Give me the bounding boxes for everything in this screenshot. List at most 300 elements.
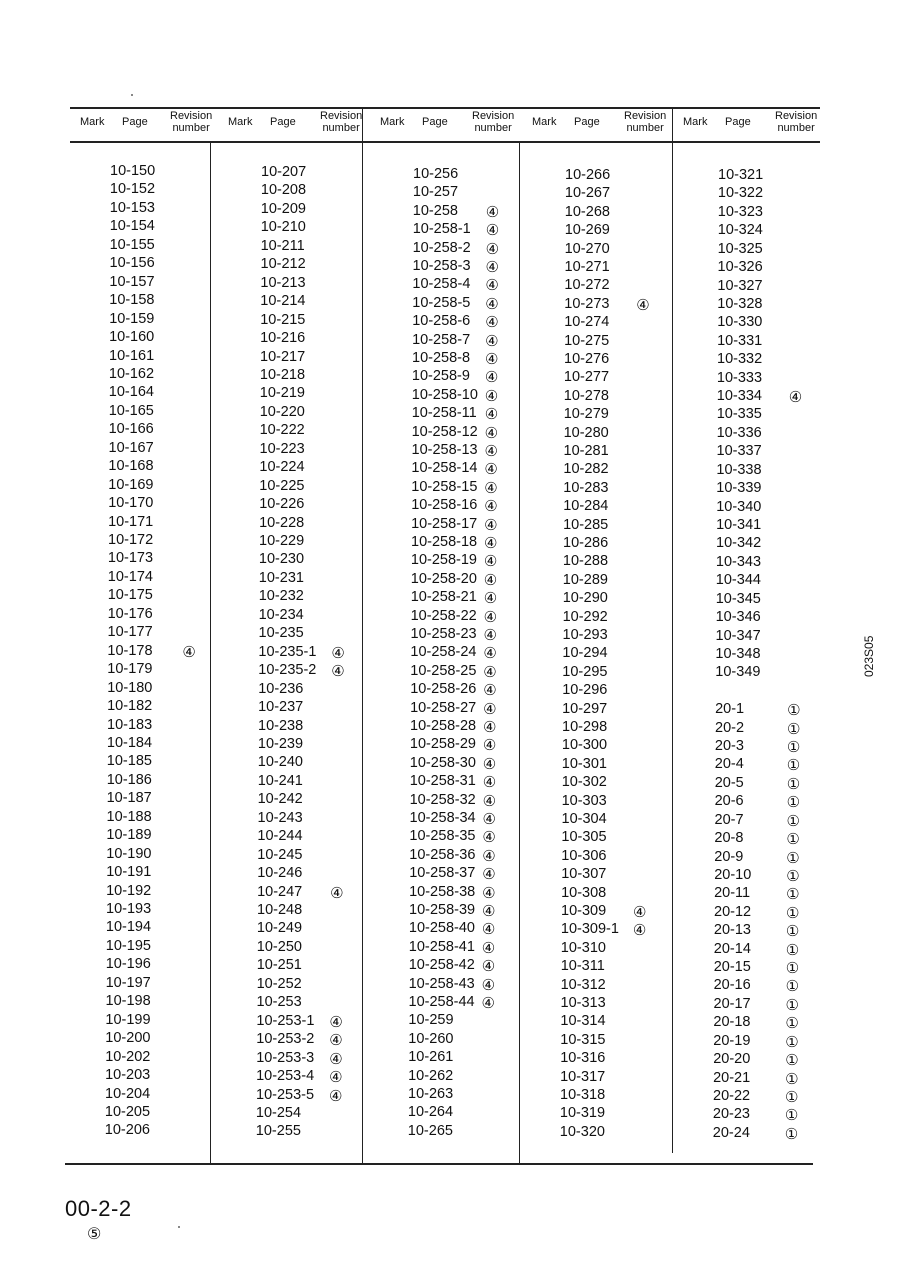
- page-cell: 10-262: [408, 1067, 454, 1084]
- page-cell: 20-16: [713, 977, 751, 994]
- page-cell: 10-258-19: [410, 552, 477, 569]
- header-mark: Mark: [683, 116, 708, 128]
- page-cell: 10-346: [715, 609, 761, 626]
- header-revision: Revision number: [624, 110, 667, 134]
- page-cell: 10-253-1: [256, 1012, 315, 1029]
- page-cell: 10-308: [561, 884, 607, 901]
- page-cell: 10-258-9: [411, 368, 470, 385]
- page-cell: 10-205: [104, 1103, 151, 1120]
- page-cell: 10-258-10: [411, 386, 478, 403]
- revision-cell: ④: [482, 903, 496, 920]
- page-cell: 10-253-2: [256, 1031, 315, 1048]
- page-cell: 10-268: [564, 203, 610, 220]
- page-cell: 10-310: [560, 939, 606, 956]
- page-cell: 10-244: [257, 828, 303, 845]
- page-cell: 10-258-7: [412, 331, 471, 348]
- revision-cell: ④: [484, 535, 498, 552]
- page-cell: 10-274: [564, 314, 610, 331]
- revision-cell: ①: [785, 1089, 799, 1106]
- page-cell: 10-335: [716, 406, 762, 423]
- page-cell: 10-218: [259, 366, 306, 383]
- revision-cell: ①: [787, 720, 801, 738]
- page-cell: 10-327: [717, 277, 763, 294]
- page-cell: 10-234: [258, 606, 304, 623]
- revision-cell: ①: [785, 996, 799, 1014]
- revision-cell: ④: [482, 866, 496, 884]
- header-revision: Revision number: [472, 110, 515, 134]
- revision-cell: ①: [786, 739, 801, 757]
- page-cell: 10-171: [108, 513, 154, 530]
- revision-cell: ④: [481, 995, 495, 1012]
- page-cell: 10-207: [261, 164, 307, 180]
- page-cell: 20-2: [715, 719, 745, 736]
- page-cell: 10-305: [561, 829, 607, 846]
- page-cell: 10-253-4: [256, 1068, 315, 1085]
- revision-cell: ①: [785, 1015, 799, 1033]
- page-cell: 10-266: [565, 167, 611, 183]
- table-bottom-rule: [65, 1163, 813, 1165]
- page-cell: 10-258-37: [409, 865, 476, 882]
- revision-cell: ①: [787, 702, 801, 720]
- page-cell: 10-184: [106, 734, 153, 751]
- page-cell: 10-168: [108, 458, 154, 475]
- column-divider: [362, 109, 363, 1163]
- page-cell: 10-316: [560, 1050, 606, 1067]
- page-cell: 10-258-36: [409, 846, 476, 863]
- page-cell: 10-269: [564, 222, 610, 239]
- revision-cell: ①: [785, 978, 800, 996]
- page-cell: 10-325: [717, 240, 763, 257]
- page-cell: 10-153: [109, 199, 155, 216]
- revision-cell: ①: [786, 849, 800, 867]
- revision-cell: ④: [485, 351, 499, 368]
- header-page: Page: [422, 116, 448, 128]
- page-cell: 10-258-13: [411, 442, 478, 458]
- revision-cell: ④: [483, 663, 497, 681]
- page-cell: 10-258-12: [411, 423, 478, 440]
- page-cell: 10-283: [563, 479, 609, 496]
- page-cell: 10-285: [563, 516, 609, 533]
- header-mark: Mark: [380, 116, 405, 128]
- page-cell: 10-214: [260, 293, 306, 310]
- page-cell: 10-159: [109, 310, 155, 327]
- revision-cell: ④: [182, 643, 196, 661]
- page-cell: 20-20: [713, 1051, 751, 1068]
- page-cell: 10-258-3: [412, 258, 471, 274]
- page-cell: 10-258-2: [412, 239, 471, 256]
- page-cell: 10-258-23: [410, 626, 477, 642]
- page-cell: 10-326: [717, 259, 763, 276]
- page-cell: 10-250: [256, 938, 302, 955]
- page-cell: 10-173: [107, 550, 154, 567]
- revision-cell: ④: [329, 1013, 343, 1031]
- page-cell: 10-157: [109, 273, 155, 290]
- page-cell: 10-248: [257, 902, 303, 918]
- page-cell: 10-330: [717, 314, 763, 331]
- revision-cell: ④: [330, 884, 344, 902]
- revision-cell: ④: [484, 443, 498, 460]
- page-cell: 20-1: [715, 701, 745, 718]
- page-cell: 10-328: [717, 295, 763, 312]
- page-cell: 10-277: [563, 369, 610, 386]
- page-cell: 10-164: [108, 384, 154, 401]
- revision-cell: ④: [481, 976, 496, 994]
- page-cell: 10-155: [109, 236, 155, 253]
- page-cell: 10-258-26: [410, 681, 477, 698]
- page-cell: 10-204: [105, 1085, 151, 1102]
- page-cell: 10-253-3: [256, 1049, 315, 1066]
- page-number: 00-2-2: [65, 1196, 132, 1221]
- page-cell: 10-258-6: [412, 313, 471, 330]
- page-cell: 10-251: [256, 957, 302, 974]
- revision-cell: ④: [483, 645, 497, 663]
- page-cell: 10-165: [108, 402, 154, 419]
- page-cell: 10-258-21: [410, 589, 477, 606]
- revision-cell: ①: [784, 1125, 799, 1143]
- revision-cell: ④: [329, 1050, 343, 1068]
- revision-cell: ④: [481, 958, 496, 976]
- page-cell: 10-293: [562, 627, 608, 643]
- page-cell: 10-191: [106, 864, 152, 881]
- page-cell: 10-306: [561, 847, 607, 864]
- page-cell: 10-226: [259, 496, 305, 513]
- page-cell: 10-332: [717, 351, 763, 368]
- revision-cell: ④: [483, 571, 498, 589]
- page-cell: 10-279: [563, 406, 609, 423]
- page-cell: 10-302: [561, 774, 607, 791]
- page-cell: 10-323: [717, 203, 763, 220]
- page-cell: 10-297: [562, 700, 608, 717]
- page-cell: 10-258-4: [412, 276, 471, 293]
- page-cell: 10-258-24: [410, 644, 477, 661]
- page-cell: 10-258-15: [411, 478, 478, 495]
- revision-cell: ④: [485, 222, 500, 240]
- page-cell: 10-258-43: [408, 975, 475, 992]
- page-cell: 10-300: [561, 737, 608, 754]
- page-cell: 10-253: [256, 994, 302, 1011]
- revision-cell: ①: [786, 794, 801, 812]
- page-cell: 10-258-18: [411, 534, 478, 550]
- page-cell: 10-317: [560, 1068, 606, 1085]
- page-cell: 10-348: [715, 645, 761, 662]
- page-cell: 10-224: [259, 459, 305, 476]
- page-cell: 10-199: [105, 1011, 151, 1028]
- page-cell: 10-150: [110, 163, 156, 179]
- page-cell: 10-263: [408, 1086, 454, 1102]
- page-cell: 10-186: [106, 771, 152, 788]
- revision-cell: ④: [632, 922, 647, 940]
- page-cell: 20-8: [714, 830, 744, 847]
- revision-cell: ①: [786, 757, 801, 775]
- revision-cell: ④: [636, 296, 650, 314]
- page-cell: 20-19: [713, 1032, 751, 1049]
- page-cell: 10-156: [109, 255, 155, 272]
- page-cell: 10-198: [105, 993, 151, 1010]
- revision-cell: ④: [482, 755, 497, 773]
- page-cell: 10-265: [407, 1122, 453, 1139]
- page-cell: 10-278: [563, 387, 609, 404]
- page-cell: 10-236: [258, 680, 304, 697]
- page-cell: 20-3: [714, 738, 744, 755]
- page-cell: 10-194: [105, 919, 152, 936]
- page-cell: 10-255: [255, 1123, 301, 1140]
- header-mark: Mark: [532, 116, 557, 128]
- page-cell: 10-258-17: [411, 515, 478, 532]
- page-cell: 10-314: [560, 1013, 606, 1030]
- page-cell: 10-301: [561, 755, 607, 772]
- page-cell: 10-258-16: [411, 497, 478, 514]
- page-cell: 10-276: [564, 351, 610, 367]
- page-cell: 10-258-27: [410, 699, 477, 716]
- table-header-rule: [70, 141, 820, 143]
- page-cell: 10-311: [560, 958, 605, 975]
- page-cell: 10-304: [561, 811, 607, 827]
- page-cell: 10-217: [260, 348, 306, 365]
- page-cell: 10-258-28: [410, 718, 477, 734]
- page-cell: 10-258-34: [409, 810, 476, 826]
- page-cell: 10-231: [258, 569, 304, 586]
- page-cell: 10-176: [107, 605, 153, 622]
- revision-cell: ④: [485, 332, 499, 350]
- revision-cell: ④: [484, 424, 499, 442]
- revision-cell: ④: [483, 553, 498, 571]
- revision-cell: ④: [484, 461, 498, 479]
- page-cell: 10-303: [561, 792, 607, 809]
- page-cell: 10-230: [258, 551, 305, 568]
- page-cell: 10-267: [564, 185, 611, 202]
- page-cell: 10-182: [107, 698, 153, 715]
- page-cell: 10-258-42: [408, 957, 475, 974]
- header-revision: Revision number: [170, 110, 213, 134]
- page-cell: 10-219: [259, 385, 305, 402]
- page-cell: 10-169: [108, 476, 154, 493]
- page-cell: 10-258-44: [408, 994, 475, 1010]
- page-cell: 10-342: [716, 535, 762, 552]
- revision-cell: ④: [485, 295, 499, 313]
- page-cell: 10-284: [563, 498, 609, 515]
- page-cell: 20-4: [714, 756, 744, 773]
- page-cell: 10-247: [257, 883, 303, 900]
- page-cell: 10-258-1: [412, 221, 471, 238]
- header-page: Page: [122, 116, 148, 128]
- page-cell: 10-258-20: [410, 570, 477, 587]
- page-cell: 10-318: [560, 1087, 606, 1103]
- page-cell: 10-206: [104, 1122, 150, 1139]
- revision-cell: ④: [482, 829, 496, 847]
- page-cell: 10-208: [260, 182, 307, 199]
- page-cell: 10-192: [106, 882, 152, 899]
- revision-cell: ①: [785, 1070, 799, 1088]
- scan-speck: [131, 94, 133, 96]
- page-cell: 20-9: [714, 848, 744, 865]
- revision-cell: ④: [484, 498, 498, 516]
- page-cell: 20-21: [713, 1069, 751, 1086]
- revision-cell: ④: [481, 939, 496, 957]
- page-cell: 10-296: [562, 682, 608, 699]
- revision-cell: ①: [786, 904, 800, 922]
- revision-cell: ①: [785, 960, 800, 978]
- page-cell: 10-200: [105, 1030, 151, 1047]
- page-cell: 10-258-5: [412, 294, 471, 311]
- page-cell: 10-333: [716, 369, 763, 386]
- revision-cell: ④: [329, 1087, 343, 1105]
- page-cell: 10-258-32: [409, 791, 476, 808]
- page-cell: 20-6: [714, 793, 744, 810]
- page-cell: 10-210: [260, 219, 306, 236]
- page-cell: 10-282: [563, 461, 609, 478]
- revision-cell: ④: [485, 314, 499, 332]
- page-cell: 20-15: [713, 959, 751, 976]
- page-cell: 10-229: [259, 533, 305, 549]
- revision-cell: ④: [482, 774, 497, 792]
- page-cell: 10-175: [107, 587, 153, 604]
- header-revision: Revision number: [775, 110, 818, 134]
- revision-cell: ④: [482, 792, 497, 810]
- page-cell: 10-160: [109, 329, 155, 346]
- page-cell: 10-292: [562, 608, 608, 625]
- page-cell: 10-202: [105, 1048, 151, 1065]
- page-cell: 10-264: [407, 1104, 454, 1121]
- revision-cell: ④: [481, 921, 496, 939]
- page-cell: 20-22: [713, 1088, 751, 1104]
- revision-cell: ④: [482, 811, 496, 828]
- table-top-rule: [70, 107, 820, 109]
- page-cell: 10-211: [260, 237, 305, 254]
- revision-cell: ④: [485, 203, 500, 221]
- page-cell: 10-294: [562, 645, 608, 662]
- revision-cell: ④: [329, 1069, 343, 1087]
- revision-cell: ④: [485, 277, 499, 295]
- page-cell: 10-258-8: [412, 350, 471, 366]
- page-cell: 20-7: [714, 811, 744, 828]
- column-divider: [519, 141, 520, 1163]
- revision-cell: ④: [482, 884, 496, 902]
- page-cell: 10-254: [255, 1104, 302, 1121]
- page-cell: 10-319: [559, 1105, 606, 1122]
- page-cell: 10-280: [563, 424, 609, 441]
- page-cell: 10-258-25: [410, 662, 477, 679]
- page-cell: 10-170: [108, 495, 154, 512]
- page-cell: 10-193: [106, 901, 152, 917]
- page-cell: 10-337: [716, 443, 762, 460]
- page-cell: 10-273: [564, 295, 610, 312]
- page-cell: 10-246: [257, 865, 303, 882]
- page-cell: 10-338: [716, 461, 762, 478]
- page-cell: 10-235: [258, 625, 304, 642]
- page-cell: 10-272: [564, 277, 610, 294]
- page-cell: 10-197: [105, 974, 151, 991]
- page-cell: 10-288: [562, 553, 609, 570]
- page-cell: 10-345: [715, 590, 761, 607]
- page-cell: 10-343: [715, 553, 762, 570]
- page-cell: 10-235-2: [258, 662, 317, 679]
- revision-cell: ④: [633, 904, 647, 921]
- page-cell: 10-162: [108, 365, 155, 382]
- page-cell: 10-172: [108, 532, 154, 548]
- page-cell: 10-298: [562, 719, 608, 735]
- page-cell: 10-188: [106, 808, 152, 825]
- page-cell: 10-212: [260, 256, 306, 273]
- page-cell: 10-309-1: [560, 921, 619, 938]
- page-cell: 10-174: [107, 568, 153, 585]
- page-cell: 10-336: [716, 424, 762, 441]
- page-cell: 10-195: [105, 937, 151, 954]
- page-cell: 10-257: [412, 184, 459, 201]
- header-page: Page: [270, 116, 296, 128]
- page-cell: 10-321: [718, 167, 764, 183]
- revision-cell: ④: [483, 627, 497, 644]
- page-cell: 10-183: [107, 716, 153, 733]
- revision-cell: ①: [785, 1033, 799, 1051]
- page-cell: 10-245: [257, 846, 303, 863]
- document-code: 023S05: [862, 635, 876, 677]
- page-cell: 10-270: [564, 240, 610, 257]
- revision-cell: ④: [485, 259, 499, 276]
- page-cell: 10-307: [561, 866, 607, 883]
- page-cell: 10-256: [413, 166, 459, 182]
- page-cell: 10-158: [109, 292, 155, 309]
- revision-cell: ④: [482, 847, 496, 865]
- revision-cell: ①: [785, 923, 800, 941]
- header-page: Page: [574, 116, 600, 128]
- page-cell: 10-339: [716, 480, 762, 497]
- header-revision: Revision number: [320, 110, 363, 134]
- page-cell: 10-258-41: [408, 938, 475, 955]
- page-cell: 10-258-31: [409, 773, 476, 790]
- page-cell: 20-5: [714, 774, 744, 791]
- page-cell: 20-12: [714, 903, 752, 920]
- page-revision-mark: ⑤: [87, 1226, 102, 1243]
- page-cell: 20-14: [713, 940, 751, 957]
- page-cell: 10-261: [408, 1049, 454, 1066]
- page-cell: 10-260: [408, 1030, 454, 1047]
- revision-cell: ①: [786, 775, 801, 793]
- page-cell: 20-18: [713, 1014, 751, 1031]
- page-cell: 10-249: [256, 920, 303, 937]
- page-cell: 10-243: [257, 809, 303, 826]
- page-cell: 20-17: [713, 995, 751, 1012]
- page-cell: 10-237: [258, 699, 304, 716]
- page-cell: 10-223: [259, 440, 305, 457]
- page-cell: 10-215: [260, 311, 306, 328]
- header-mark: Mark: [228, 116, 253, 128]
- page-cell: 10-190: [106, 845, 152, 862]
- page-cell: 10-258-40: [408, 920, 475, 937]
- page-cell: 10-213: [260, 274, 306, 291]
- revision-cell: ④: [483, 700, 497, 718]
- page-cell: 10-258: [412, 202, 458, 219]
- revision-cell: ④: [483, 682, 497, 700]
- revision-cell: ④: [329, 1032, 343, 1050]
- page-cell: 10-315: [560, 1031, 606, 1048]
- revision-cell: ④: [484, 479, 498, 497]
- page-cell: 10-258-22: [410, 607, 477, 624]
- page-cell: 10-309: [561, 903, 607, 919]
- scan-speck: [178, 1226, 180, 1228]
- page-cell: 10-241: [257, 772, 303, 789]
- page-cell: 10-275: [564, 332, 610, 349]
- page-cell: 10-349: [715, 664, 761, 681]
- page-cell: 10-258-39: [409, 902, 476, 918]
- revision-cell: ①: [786, 886, 800, 904]
- page-cell: 10-232: [258, 588, 304, 605]
- page-cell: 10-238: [258, 717, 304, 734]
- revision-cell: ④: [484, 369, 499, 387]
- page-cell: 10-235-1: [258, 643, 317, 660]
- revision-cell: ④: [331, 663, 345, 681]
- page-cell: 10-347: [715, 627, 761, 644]
- page-cell: 10-220: [259, 403, 305, 420]
